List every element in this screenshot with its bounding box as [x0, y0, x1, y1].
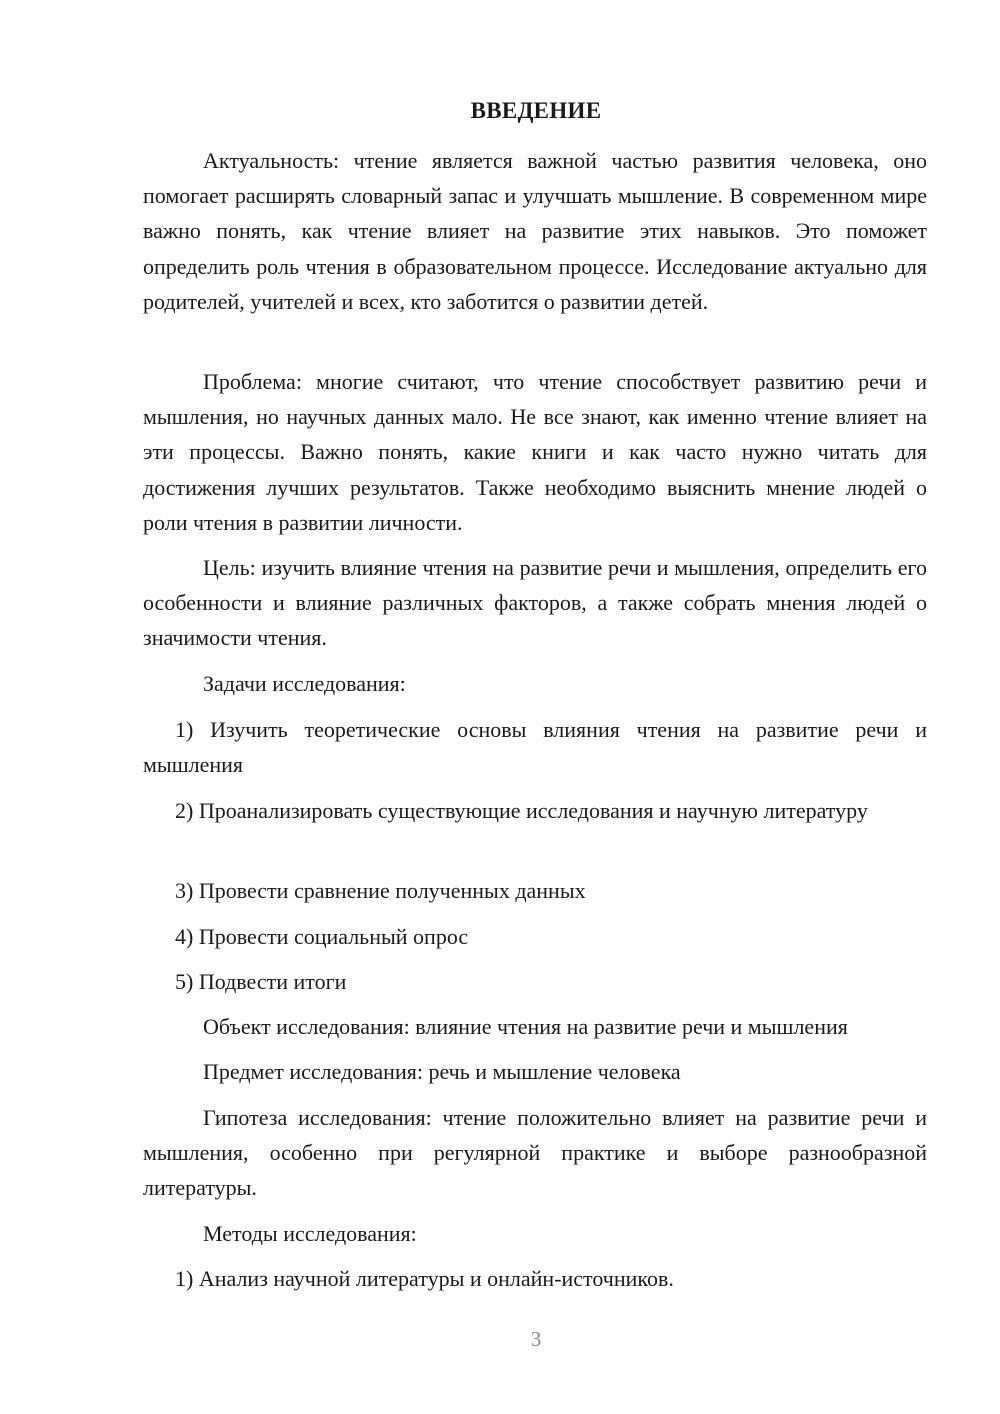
hypothesis-paragraph: Гипотеза исследования: чтение положительно влияет на развитие речи и мышления, особенно при регулярной практике и выборе разнообразной литературы.: [143, 1105, 927, 1201]
tasks-heading: Задачи исследования:: [203, 671, 406, 696]
goal-paragraph: Цель: изучить влияние чтения на развитие речи и мышления, определить его особенности и влияние различных факторов, а также собрать мнения людей о значимости чтения.: [143, 555, 927, 651]
relevance-section: [143, 143, 927, 319]
subject-section: [143, 1054, 927, 1089]
task-item-2: [143, 793, 927, 828]
page-number: 3: [530, 1327, 542, 1351]
task-item-1: [143, 712, 927, 782]
task-item-3: [143, 873, 927, 908]
list-item: 3) Провести сравнение полученных данных: [175, 878, 586, 903]
method-item-1: [143, 1261, 927, 1296]
object-paragraph: Объект исследования: влияние чтения на развитие речи и мышления: [203, 1014, 848, 1039]
list-item: 1) Анализ научной литературы и онлайн-источников.: [175, 1266, 674, 1291]
task-item-4: [143, 919, 927, 954]
subject-paragraph: Предмет исследования: речь и мышление человека: [203, 1059, 681, 1084]
list-item: 1) Изучить теоретические основы влияния чтения на развитие речи и мышления: [143, 717, 927, 778]
page-title: ВВЕДЕНИЕ: [470, 98, 602, 123]
object-section: [143, 1009, 927, 1044]
task-item-5: [143, 964, 927, 999]
tasks-heading-section: [143, 666, 927, 701]
list-item: 4) Провести социальный опрос: [175, 924, 469, 949]
relevance-paragraph: Актуальность: чтение является важной частью развития человека, оно помогает расширять словарный запас и улучшать мышление. В современном мире важно понять, как чтение влияет на развитие этих навыков. Это поможет определить роль чтения в образовательном процессе. Исследование актуально для родителей, учителей и всех, кто заботится о развитии детей.: [143, 148, 927, 314]
methods-heading-section: [143, 1216, 927, 1251]
problem-paragraph: Проблема: многие считают, что чтение способствует развитию речи и мышления, но научных данных мало. Не все знают, как именно чтение влияет на эти процессы. Важно понять, какие книги и как часто нужно читать для достижения лучших результатов. Также необходимо выяснить мнение людей о роли чтения в развитии личности.: [143, 369, 927, 535]
hypothesis-section: [143, 1100, 927, 1206]
goal-section: [143, 550, 927, 656]
problem-section: [143, 364, 927, 540]
methods-heading: Методы исследования:: [203, 1221, 417, 1246]
list-item: 5) Подвести итоги: [175, 969, 347, 994]
list-item: 2) Проанализировать существующие исследования и научную литературу: [175, 798, 868, 823]
